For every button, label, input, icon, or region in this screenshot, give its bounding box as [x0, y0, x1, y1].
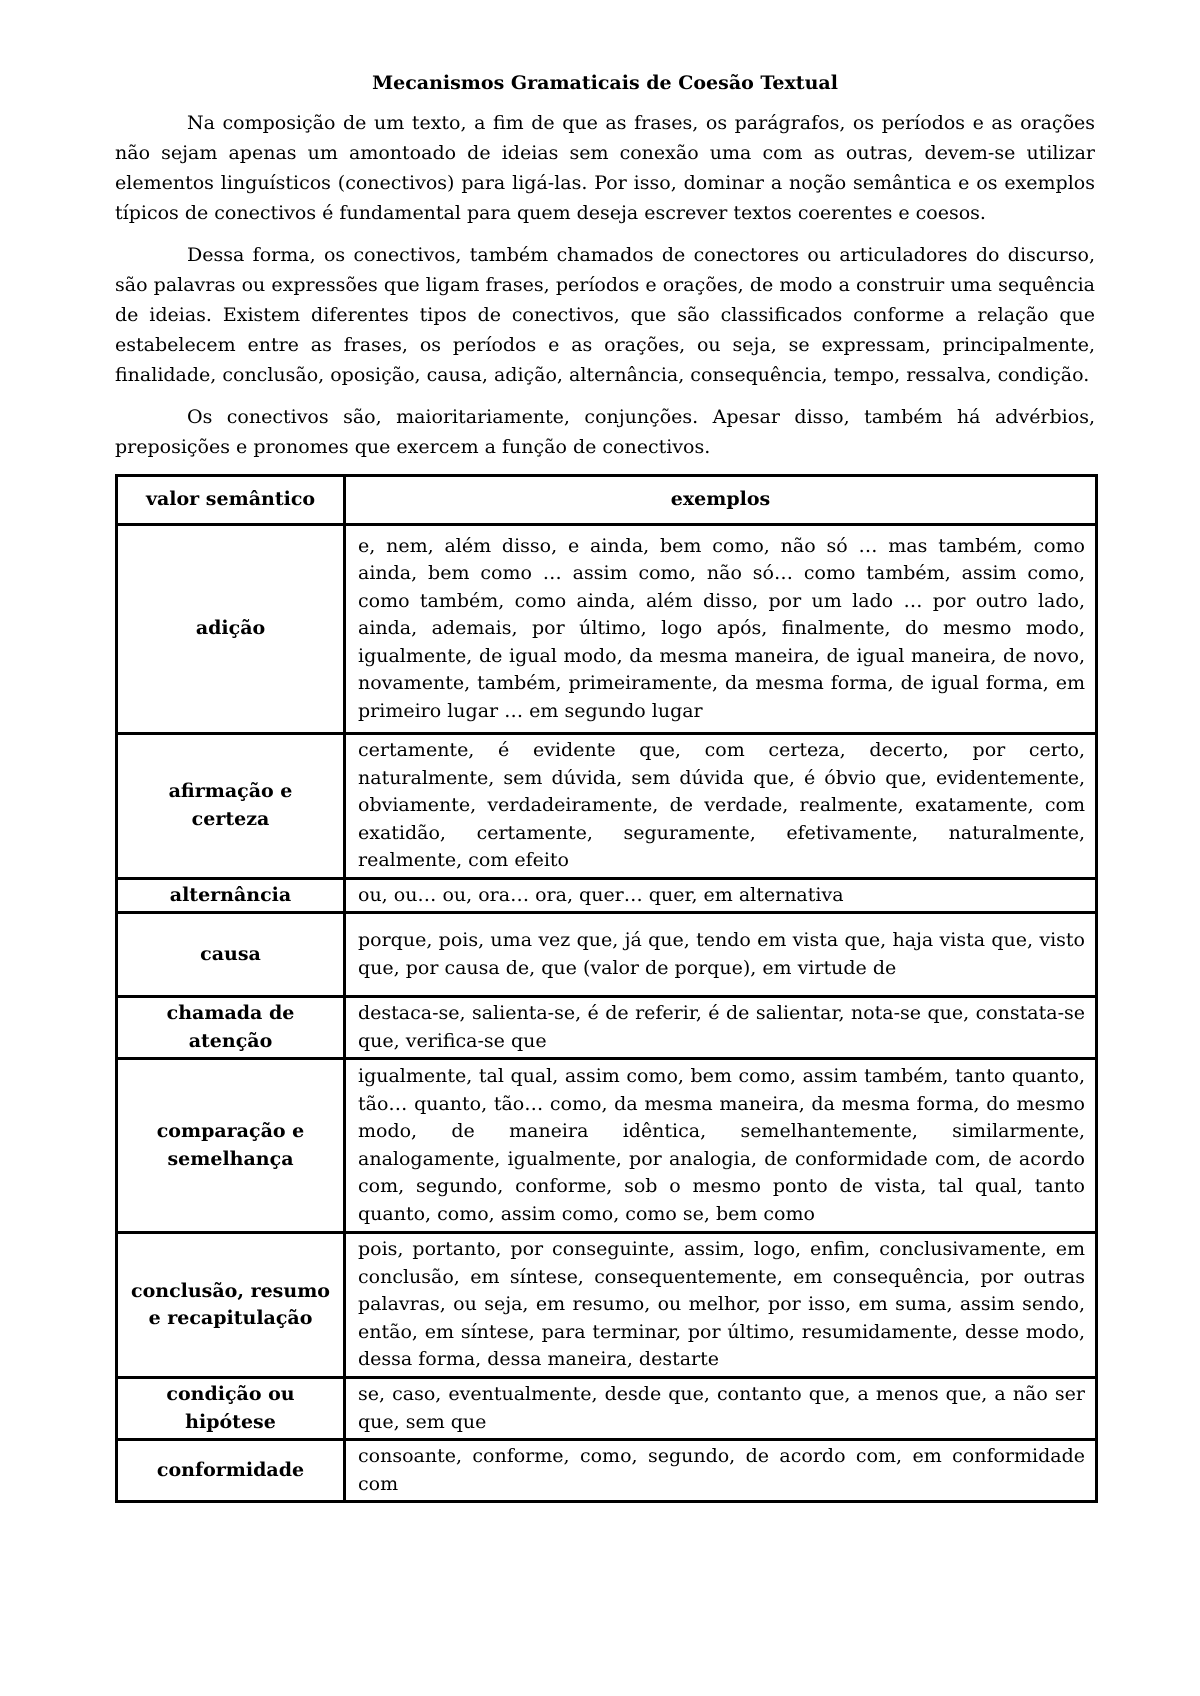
- row-examples-cell: destaca-se, salienta-se, é de referir, é de salientar, nota-se que, constata-se que, verifica-se que: [345, 997, 1097, 1059]
- table-row: [117, 1233, 1097, 1378]
- row-value-cell: afirmação e certeza: [117, 734, 345, 879]
- table-row: [117, 1378, 1097, 1440]
- row-value-cell: adição: [117, 525, 345, 734]
- row-value-cell: comparação e semelhança: [117, 1059, 345, 1233]
- table-row: [117, 1059, 1097, 1233]
- document-title: Mecanismos Gramaticais de Coesão Textual: [372, 72, 838, 94]
- header-valor-semantico: valor semântico: [117, 476, 345, 525]
- document-page: [115, 70, 1095, 1503]
- header-exemplos: exemplos: [345, 476, 1097, 525]
- row-examples-cell: se, caso, eventualmente, desde que, contanto que, a menos que, a não ser que, sem que: [345, 1378, 1097, 1440]
- row-examples-cell: e, nem, além disso, e ainda, bem como, não só … mas também, como ainda, bem como … assim como, não só… como também, assim como, como também, como ainda, além disso, por um lado … por outro lado, ainda, ademais, por último, logo após, finalmente, do mesmo modo, igualmente, de igual modo, da mesma maneira, de igual maneira, de novo, novamente, também, primeiramente, da mesma forma, de igual forma, em primeiro lugar … em segundo lugar: [345, 525, 1097, 734]
- table-row: [117, 913, 1097, 997]
- conectivos-table: [115, 474, 1098, 1503]
- table-header-row: [117, 476, 1097, 525]
- table-row: [117, 997, 1097, 1059]
- paragraph-conectivos: Dessa forma, os conectivos, também chamados de conectores ou articuladores do discurso, são palavras ou expressões que ligam frases, períodos e orações, de modo a construir uma sequência de ideias. Existem diferentes tipos de conectivos, que são classificados conforme a relação que estabelecem entre as frases, os períodos e as orações, ou seja, se expressam, principalmente, finalidade, conclusão, oposição, causa, adição, alternância, consequência, tempo, ressalva, condição.: [115, 244, 1095, 386]
- row-value-cell: alternância: [117, 878, 345, 913]
- row-value-cell: causa: [117, 913, 345, 997]
- table-row: [117, 525, 1097, 734]
- row-examples-cell: porque, pois, uma vez que, já que, tendo em vista que, haja vista que, visto que, por causa de, que (valor de porque), em virtude de: [345, 913, 1097, 997]
- table-row: [117, 734, 1097, 879]
- row-examples-cell: igualmente, tal qual, assim como, bem como, assim também, tanto quanto, tão… quanto, tão… como, da mesma maneira, da mesma forma, do mesmo modo, de maneira idêntica, semelhantemente, similarmente, analogamente, igualmente, por analogia, de conformidade com, de acordo com, segundo, conforme, sob o mesmo ponto de vista, tal qual, tanto quanto, como, assim como, como se, bem como: [345, 1059, 1097, 1233]
- table-row: [117, 878, 1097, 913]
- row-value-cell: conformidade: [117, 1440, 345, 1502]
- paragraph-intro: Na composição de um texto, a fim de que as frases, os parágrafos, os períodos e as orações não sejam apenas um amontoado de ideias sem conexão uma com as outras, devem-se utilizar elementos linguísticos (conectivos) para ligá-las. Por isso, dominar a noção semântica e os exemplos típicos de conectivos é fundamental para quem deseja escrever textos coerentes e coesos.: [115, 112, 1095, 224]
- row-examples-cell: certamente, é evidente que, com certeza, decerto, por certo, naturalmente, sem dúvida, sem dúvida que, é óbvio que, evidentemente, obviamente, verdadeiramente, de verdade, realmente, exatamente, com exatidão, certamente, seguramente, efetivamente, naturalmente, realmente, com efeito: [345, 734, 1097, 879]
- row-examples-cell: ou, ou… ou, ora… ora, quer… quer, em alternativa: [345, 878, 1097, 913]
- paragraph-conjuncoes: Os conectivos são, maioritariamente, conjunções. Apesar disso, também há advérbios, preposições e pronomes que exercem a função de conectivos.: [115, 406, 1095, 458]
- row-value-cell: conclusão, resumo e recapitulação: [117, 1233, 345, 1378]
- row-examples-cell: pois, portanto, por conseguinte, assim, logo, enfim, conclusivamente, em conclusão, em síntese, consequentemente, em consequência, por outras palavras, ou seja, em resumo, ou melhor, por isso, em suma, assim sendo, então, em síntese, para terminar, por último, resumidamente, desse modo, dessa forma, dessa maneira, destarte: [345, 1233, 1097, 1378]
- row-examples-cell: consoante, conforme, como, segundo, de acordo com, em conformidade com: [345, 1440, 1097, 1502]
- row-value-cell: condição ou hipótese: [117, 1378, 345, 1440]
- row-value-cell: chamada de atenção: [117, 997, 345, 1059]
- table-row: [117, 1440, 1097, 1502]
